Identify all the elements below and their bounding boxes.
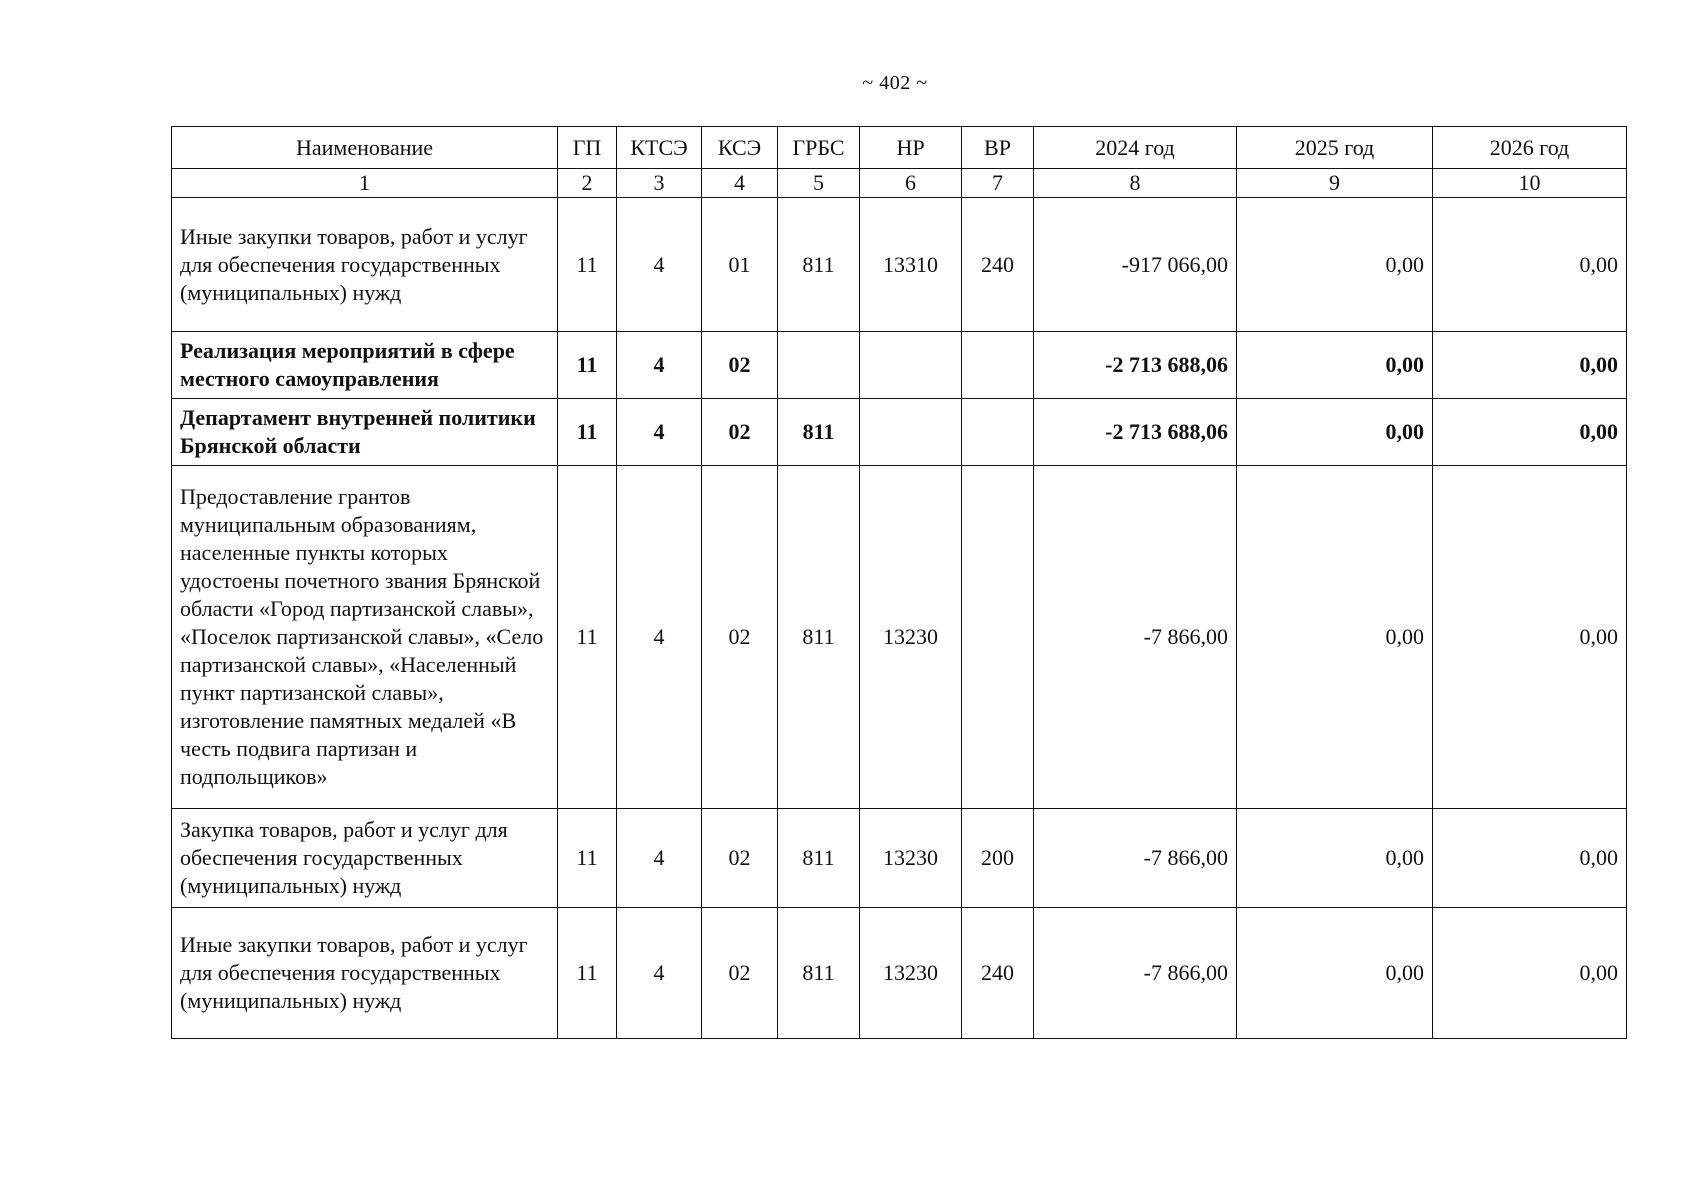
header-2026: 2026 год	[1433, 127, 1627, 169]
cell-2025: 0,00	[1237, 198, 1433, 332]
budget-table	[171, 126, 1627, 1039]
table-row	[172, 399, 1627, 466]
cell-vr: 200	[962, 809, 1034, 908]
cell-vr	[962, 399, 1034, 466]
cell-ktse: 4	[617, 809, 702, 908]
row-name: Департамент внутренней политики Брянской области	[172, 399, 558, 466]
header-name: Наименование	[172, 127, 558, 169]
cell-2026: 0,00	[1433, 809, 1627, 908]
cell-grbs: 811	[778, 908, 860, 1039]
cell-kse: 02	[702, 466, 778, 809]
cell-gp: 11	[558, 908, 617, 1039]
cell-nr	[860, 399, 962, 466]
row-name: Реализация мероприятий в сфере местного самоуправления	[172, 332, 558, 399]
cell-kse: 02	[702, 908, 778, 1039]
table-header	[172, 127, 1627, 198]
cell-gp: 11	[558, 332, 617, 399]
cell-grbs	[778, 332, 860, 399]
column-number: 4	[702, 169, 778, 198]
cell-kse: 02	[702, 809, 778, 908]
cell-2025: 0,00	[1237, 809, 1433, 908]
cell-2024: -7 866,00	[1034, 466, 1237, 809]
cell-gp: 11	[558, 198, 617, 332]
header-nr: НР	[860, 127, 962, 169]
column-number: 7	[962, 169, 1034, 198]
column-number: 10	[1433, 169, 1627, 198]
column-number: 6	[860, 169, 962, 198]
cell-nr: 13230	[860, 466, 962, 809]
header-grbs: ГРБС	[778, 127, 860, 169]
header-vr: ВР	[962, 127, 1034, 169]
cell-2026: 0,00	[1433, 198, 1627, 332]
cell-kse: 02	[702, 332, 778, 399]
cell-nr: 13310	[860, 198, 962, 332]
column-number: 9	[1237, 169, 1433, 198]
cell-gp: 11	[558, 399, 617, 466]
cell-grbs: 811	[778, 466, 860, 809]
cell-grbs: 811	[778, 809, 860, 908]
cell-2024: -2 713 688,06	[1034, 399, 1237, 466]
row-name: Предоставление грантов муниципальным образованиям, населенные пункты которых удостоены почетного звания Брянской области «Город партизанской славы», «Поселок партизанской славы», «Село партизанской славы», «Населенный пункт партизанской славы», изготовление памятных медалей «В честь подвига партизан и подпольщиков»	[172, 466, 558, 809]
cell-2024: -917 066,00	[1034, 198, 1237, 332]
header-gp: ГП	[558, 127, 617, 169]
cell-kse: 02	[702, 399, 778, 466]
cell-2026: 0,00	[1433, 908, 1627, 1039]
cell-2024: -7 866,00	[1034, 809, 1237, 908]
cell-vr: 240	[962, 198, 1034, 332]
header-kse: КСЭ	[702, 127, 778, 169]
row-name: Иные закупки товаров, работ и услуг для обеспечения государственных (муниципальных) нужд	[172, 908, 558, 1039]
cell-2024: -2 713 688,06	[1034, 332, 1237, 399]
page-number: ~ 402 ~	[862, 72, 928, 94]
cell-vr	[962, 466, 1034, 809]
table-row	[172, 908, 1627, 1039]
column-number: 2	[558, 169, 617, 198]
column-number: 3	[617, 169, 702, 198]
header-row	[172, 127, 1627, 169]
table-row	[172, 466, 1627, 809]
row-name: Закупка товаров, работ и услуг для обеспечения государственных (муниципальных) нужд	[172, 809, 558, 908]
cell-2025: 0,00	[1237, 908, 1433, 1039]
cell-vr	[962, 332, 1034, 399]
cell-grbs: 811	[778, 399, 860, 466]
header-ktse: КТСЭ	[617, 127, 702, 169]
cell-2025: 0,00	[1237, 466, 1433, 809]
cell-vr: 240	[962, 908, 1034, 1039]
table-row	[172, 198, 1627, 332]
cell-grbs: 811	[778, 198, 860, 332]
cell-ktse: 4	[617, 399, 702, 466]
row-name: Иные закупки товаров, работ и услуг для обеспечения государственных (муниципальных) нужд	[172, 198, 558, 332]
cell-2026: 0,00	[1433, 332, 1627, 399]
cell-nr: 13230	[860, 809, 962, 908]
column-number-row	[172, 169, 1627, 198]
cell-nr: 13230	[860, 908, 962, 1039]
column-number: 5	[778, 169, 860, 198]
cell-2025: 0,00	[1237, 332, 1433, 399]
table-body	[172, 198, 1627, 1039]
column-number: 8	[1034, 169, 1237, 198]
table-row	[172, 809, 1627, 908]
cell-2025: 0,00	[1237, 399, 1433, 466]
cell-2026: 0,00	[1433, 466, 1627, 809]
cell-ktse: 4	[617, 198, 702, 332]
cell-gp: 11	[558, 809, 617, 908]
header-2025: 2025 год	[1237, 127, 1433, 169]
cell-kse: 01	[702, 198, 778, 332]
cell-2026: 0,00	[1433, 399, 1627, 466]
cell-gp: 11	[558, 466, 617, 809]
header-2024: 2024 год	[1034, 127, 1237, 169]
column-number: 1	[172, 169, 558, 198]
cell-2024: -7 866,00	[1034, 908, 1237, 1039]
cell-nr	[860, 332, 962, 399]
cell-ktse: 4	[617, 332, 702, 399]
cell-ktse: 4	[617, 908, 702, 1039]
table-row	[172, 332, 1627, 399]
cell-ktse: 4	[617, 466, 702, 809]
